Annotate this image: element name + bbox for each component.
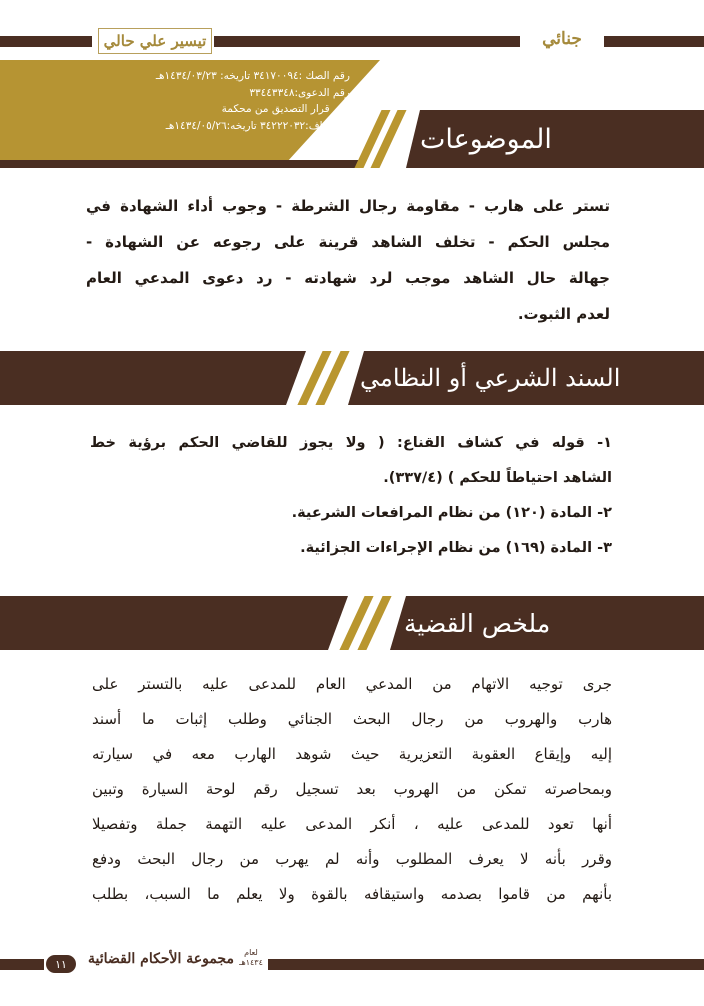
footer-bar-left	[0, 959, 44, 970]
footer-year-value: ١٤٣٤هـ	[239, 958, 263, 967]
header-brand: تيسير علي حالي	[98, 28, 212, 54]
header-bar-left	[0, 36, 92, 47]
basis-bar-left	[0, 351, 306, 405]
basis-item: ١- قوله في كشاف القناع: ( ولا يجوز للقاضي الحكم برؤية خط	[90, 435, 612, 451]
topics-line: لعدم الثبوت.	[517, 305, 610, 323]
header-bar-middle	[214, 36, 520, 47]
summary-line: هارب والهروب من رجال البحث الجنائي وطلب إثبات ما أسند	[92, 710, 612, 728]
summary-line: جرى توجيه الاتهام من المدعي العام للمدعى عليه بالتستر على	[92, 675, 612, 693]
topics-line: مجلس الحكم - تخلف الشاهد قرينة على رجوعه عن الشهادة -	[86, 233, 610, 251]
page-number: ١١	[46, 955, 76, 973]
basis-item: ٢- المادة (١٢٠) من نظام المرافعات الشرعية.	[291, 505, 612, 521]
basis-title: السند الشرعي أو النظامي	[360, 364, 621, 392]
topics-line: تستر على هارب - مقاومة رجال الشرطة - وجوب أداء الشهادة في	[86, 197, 610, 215]
header-section-label: جنائي	[542, 29, 582, 49]
case-info-lines	[40, 68, 350, 134]
topics-divider	[0, 160, 360, 168]
basis-list	[90, 426, 612, 566]
case-appeal-label: رقم قرار التصديق من محكمة	[221, 103, 350, 115]
topics-title: الموضوعات	[420, 123, 552, 155]
case-appeal-number: الاستئناف:٣٤٢٢٢٠٣٢ تاريخه:١٤٣٤/٠٥/٢٦هـ	[165, 119, 350, 132]
header-bar-right	[604, 36, 704, 47]
topics-line: جهالة حال الشاهد موجب لرد شهادته - رد دعوى المدعي العام	[86, 269, 610, 287]
summary-line: بأنهم من قاموا بصدمه واستيقافه بالقوة ولا يعلم ما السبب، بطلب	[92, 885, 612, 903]
basis-item: ٣- المادة (١٦٩) من نظام الإجراءات الجزائية.	[300, 540, 612, 556]
summary-text	[92, 667, 612, 912]
footer-bar-right	[268, 959, 704, 970]
topics-text	[86, 188, 610, 332]
summary-bar-left	[0, 596, 348, 650]
summary-line: إليه وإيقاع العقوبة التعزيرية حيث شوهد الهارب معه في سيارته	[92, 745, 612, 763]
footer-year-label: لعام	[244, 948, 258, 957]
basis-item: الشاهد احتياطاً للحكم ) (٣٣٧/٤).	[383, 470, 612, 486]
summary-line: وقرر بأنه لا يعرف المطلوب وأنه لم يهرب من رجال البحث ودفع	[92, 850, 612, 868]
case-claim-number: رقم الدعوى:٣٣٤٤٣٣٤٨	[249, 86, 350, 99]
footer-brand: مجموعة الأحكام القضائية	[88, 951, 234, 967]
case-deed-number: رقم الصك :٣٤١٧٠٠٩٤ تاريخه: ١٤٣٤/٠٣/٢٣هـ	[155, 70, 350, 82]
summary-line: وبمحاصرته تمكن من الهروب بعد تسجيل رقم لوحة السيارة وتبين	[92, 780, 612, 798]
footer-year	[238, 948, 264, 974]
summary-title: ملخص القضية	[404, 608, 551, 638]
summary-line: أنها تعود للمدعى عليه ، أنكر المدعى عليه التهمة جملة وتفصيلا	[92, 815, 612, 833]
